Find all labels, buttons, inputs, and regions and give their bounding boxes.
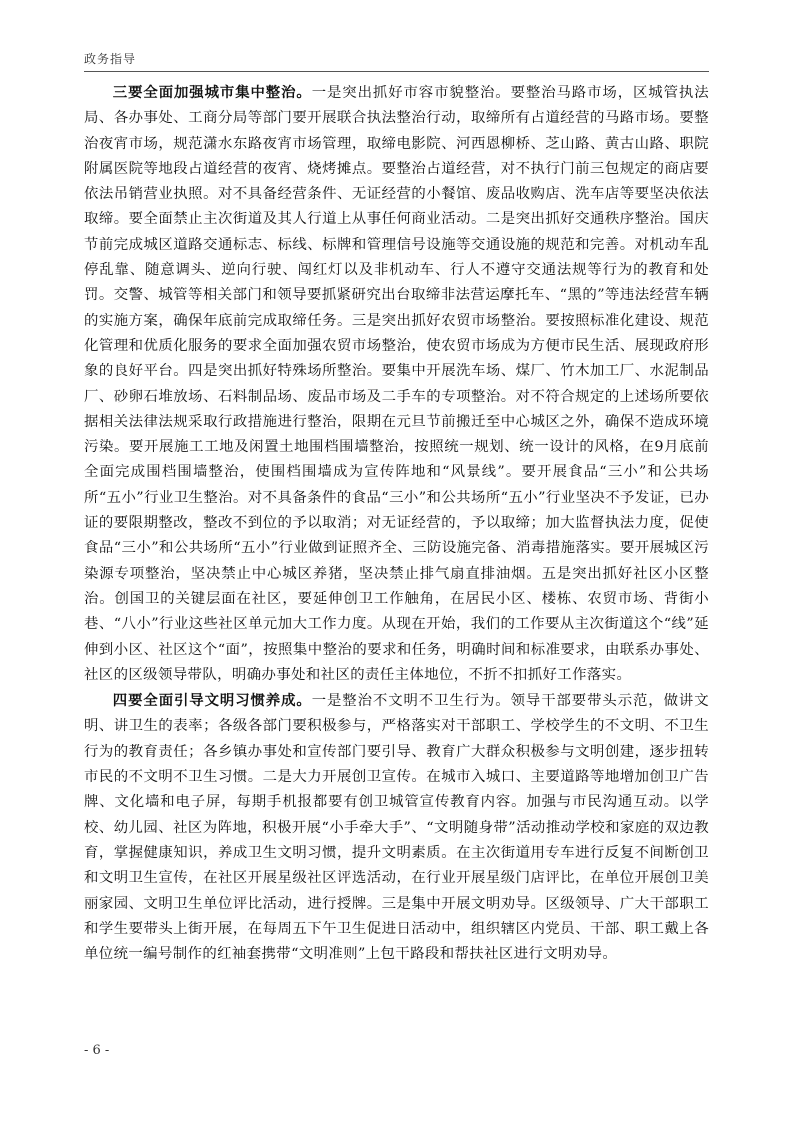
paragraph-city-rectification [84, 80, 709, 688]
page-header-title: 政务指导 [84, 52, 137, 66]
paragraph-heading: 三要全面加强城市集中整治。 [112, 84, 312, 101]
document-body [84, 80, 709, 967]
paragraph-civilized-habits [84, 688, 709, 967]
page-number: - 6 - [84, 1043, 110, 1058]
header-divider [84, 71, 709, 72]
paragraph-text: 一是整治不文明不卫生行为。领导干部要带头示范，做讲文明、讲卫生的表率；各级各部门要积极参与，严格落实对干部职工、学校学生的不文明、不卫生行为的教育责任；各乡镇办事处和宣传部门要引导、教育广大群众积极参与文明创建，逐步扭转市民的不文明不卫生习惯。二是大力开展创卫宣传。在城市入城口、主要道路等地增加创卫广告牌、文化墙和电子屏，每期手机报都要有创卫城管宣传教育内容。加强与市民沟通互动。以学校、幼儿园、社区为阵地，积极开展“小手牵大手”、“文明随身带”活动推动学校和家庭的双边教育，掌握健康知识，养成卫生文明习惯，提升文明素质。在主次街道用专车进行反复不间断创卫和文明卫生宣传，在社区开展星级社区评选活动，在行业开展星级门店评比，在单位开展创卫美丽家园、文明卫生单位评比活动，进行授牌。三是集中开展文明劝导。区级领导、广大干部职工和学生要带头上街开展，在每周五下午卫生促进日活动中，组织辖区内党员、干部、职工戴上各单位统一编号制作的红袖套携带“文明准则”上包干路段和帮扶社区进行文明劝导。 [84, 693, 709, 963]
paragraph-text: 一是突出抓好市容市貌整治。要整治马路市场，区城管执法局、各办事处、工商分局等部门要开展联合执法整治行动，取缔所有占道经营的马路市场。要整治夜宵市场，规范潇水东路夜宵市场管理，取缔电影院、河西恩柳桥、芝山路、黄古山路、职院附属医院等地段占道经营的夜宵、烧烤摊点。要整治占道经营，对不执行门前三包规定的商店要依法吊销营业执照。对不具备经营条件、无证经营的小餐馆、废品收购店、洗车店等要坚决依法取缔。要全面禁止主次街道及其人行道上从事任何商业活动。二是突出抓好交通秩序整治。国庆节前完成城区道路交通标志、标线、标牌和管理信号设施等交通设施的规范和完善。对机动车乱停乱靠、随意调头、逆向行驶、闯红灯以及非机动车、行人不遵守交通法规等行为的教育和处罚。交警、城管等相关部门和领导要抓紧研究出台取缔非法营运摩托车、“黑的”等违法经营车辆的实施方案，确保年底前完成取缔任务。三是突出抓好农贸市场整治。要按照标准化建设、规范化管理和优质化服务的要求全面加强农贸市场整治，使农贸市场成为方便市民生活、展现政府形象的良好平台。四是突出抓好特殊场所整治。要集中开展洗车场、煤厂、竹木加工厂、水泥制品厂、砂卵石堆放场、石料制品场、废品市场及二手车的专项整治。对不符合规定的上述场所要依据相关法律法规采取行政措施进行整治，限期在元旦节前搬迁至中心城区之外，确保不造成环境污染。要开展施工工地及闲置土地围档围墙整治，按照统一规划、统一设计的风格，在9月底前全面完成围档围墙整治，使围档围墙成为宣传阵地和“风景线”。要开展食品“三小”和公共场所“五小”行业卫生整治。对不具备条件的食品“三小”和公共场所“五小”行业坚决不予发证，已办证的要限期整改，整改不到位的予以取消；对无证经营的，予以取缔；加大监督执法力度，促使食品“三小”和公共场所“五小”行业做到证照齐全、三防设施完备、消毒措施落实。要开展城区污染源专项整治，坚决禁止中心城区养猪，坚决禁止排气扇直排油烟。五是突出抓好社区小区整治。创国卫的关键层面在社区，要延伸创卫工作触角，在居民小区、楼栋、农贸市场、背街小巷、“八小”行业这些社区单元加大工作力度。从现在开始，我们的工作要从主次街道这个“线”延伸到小区、社区这个“面”，按照集中整治的要求和任务，明确时间和标准要求，由联系办事处、社区的区级领导带队，明确办事处和社区的责任主体地位，不折不扣抓好工作落实。 [84, 85, 709, 683]
paragraph-heading: 四要全面引导文明习惯养成。 [112, 692, 312, 710]
